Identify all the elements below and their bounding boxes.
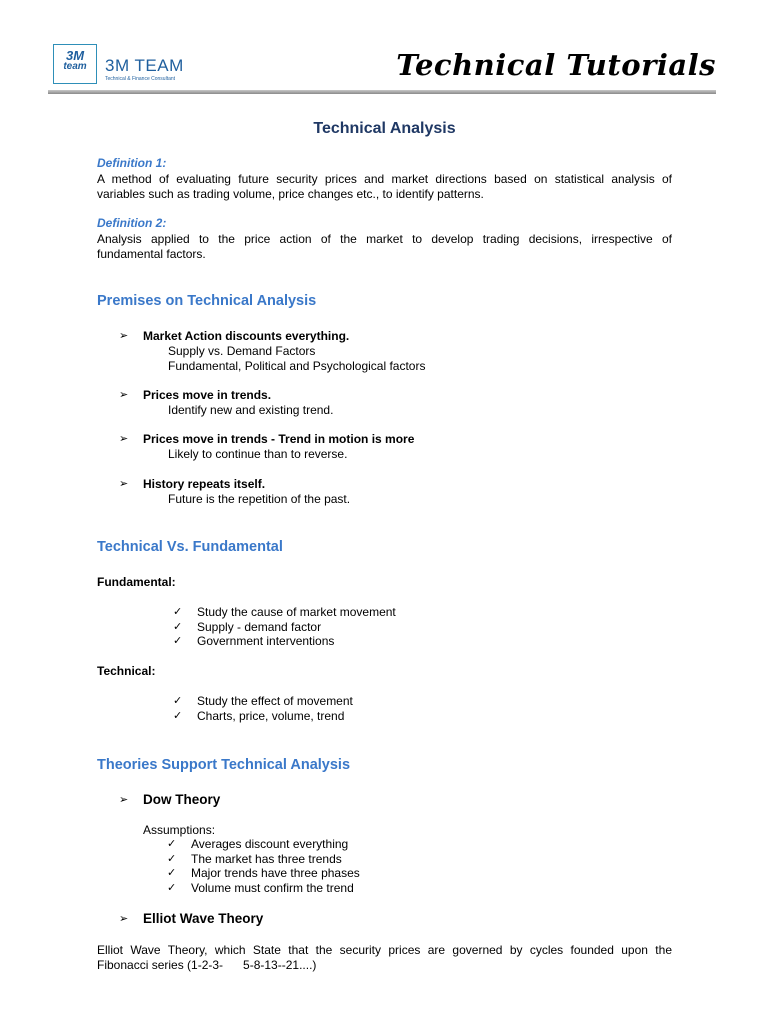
- premise-title: Prices move in trends - Trend in motion is more: [143, 432, 415, 446]
- check-icon: ✓: [173, 620, 183, 633]
- list-item-text: Study the cause of market movement: [197, 605, 396, 619]
- header-rule: [48, 90, 716, 94]
- tech-vs-fund-heading: Technical Vs. Fundamental: [97, 539, 283, 555]
- premise-title: History repeats itself.: [143, 477, 266, 491]
- page-header: [48, 42, 716, 102]
- elliot-theory-text: [97, 943, 672, 973]
- check-icon: ✓: [173, 606, 183, 618]
- logo-mark-bottom: team: [63, 61, 87, 72]
- definition-2-line-2: fundamental factors.: [97, 247, 206, 261]
- list-item-text: The market has three trends: [191, 851, 342, 866]
- elliot-line-1: Elliot Wave Theory, which State that the security prices are governed by cycles founded upon the: [97, 943, 672, 957]
- technical-label: Technical:: [97, 664, 156, 678]
- list-item-text: Charts, price, volume, trend: [197, 708, 345, 723]
- logo-name: 3M TEAM: [105, 56, 184, 75]
- check-icon: ✓: [173, 695, 183, 707]
- check-icon: ✓: [167, 852, 177, 865]
- definition-2-text: [97, 232, 672, 262]
- premises-heading: Premises on Technical Analysis: [97, 293, 317, 309]
- definition-1-line-2: variables such as trading volume, price changes etc., to identify patterns.: [97, 187, 484, 201]
- premise-detail: Supply vs. Demand Factors: [168, 344, 316, 358]
- list-item-text: Study the effect of movement: [197, 694, 353, 708]
- logo-tagline: Technical & Finance Consultant: [105, 76, 176, 82]
- check-icon: ✓: [167, 867, 177, 880]
- theories-heading: Theories Support Technical Analysis: [97, 757, 351, 773]
- dow-theory-title: Dow Theory: [143, 792, 221, 807]
- check-icon: ✓: [167, 838, 177, 850]
- definition-1-label: Definition 1:: [97, 156, 167, 170]
- fundamental-label: Fundamental:: [97, 575, 176, 589]
- arrow-bullet-icon: ➢: [119, 478, 129, 490]
- arrow-bullet-icon: ➢: [119, 330, 129, 342]
- definition-1-text: [97, 172, 672, 202]
- list-item-text: Major trends have three phases: [191, 866, 360, 881]
- document-title: Technical Analysis: [313, 120, 456, 137]
- premise-detail: Identify new and existing trend.: [168, 403, 334, 417]
- premise-detail: Likely to continue than to reverse.: [168, 447, 348, 461]
- elliot-theory-title: Elliot Wave Theory: [143, 911, 264, 926]
- premise-detail: Future is the repetition of the past.: [168, 492, 351, 506]
- premise-detail: Fundamental, Political and Psychological factors: [168, 359, 426, 373]
- arrow-bullet-icon: ➢: [119, 389, 129, 401]
- arrow-bullet-icon: ➢: [119, 433, 129, 445]
- check-icon: ✓: [173, 635, 183, 648]
- check-icon: ✓: [167, 882, 177, 895]
- definition-1-line-1: A method of evaluating future security prices and market directions based on statistical analysis of: [97, 172, 672, 186]
- definition-2-label: Definition 2:: [97, 216, 167, 230]
- arrow-bullet-icon: ➢: [119, 913, 129, 925]
- arrow-bullet-icon: ➢: [119, 794, 129, 806]
- premise-title: Market Action discounts everything.: [143, 329, 350, 343]
- list-item-text: Volume must confirm the trend: [191, 881, 354, 896]
- definition-2-line-1: Analysis applied to the price action of the market to develop trading decisions, irrespective of: [97, 232, 672, 246]
- list-item-text: Supply - demand factor: [197, 619, 322, 634]
- assumptions-label: Assumptions:: [143, 823, 216, 837]
- check-icon: ✓: [173, 709, 183, 722]
- logo-mark: [53, 44, 97, 84]
- elliot-line-2: Fibonacci series (1-2-3- 5-8-13--21....): [97, 958, 317, 972]
- premise-title: Prices move in trends.: [143, 388, 272, 402]
- list-item-text: Averages discount everything: [191, 837, 349, 851]
- list-item-text: Government interventions: [197, 634, 335, 649]
- header-title: Technical Tutorials: [396, 48, 716, 82]
- logo-mark-top: 3M: [65, 48, 85, 63]
